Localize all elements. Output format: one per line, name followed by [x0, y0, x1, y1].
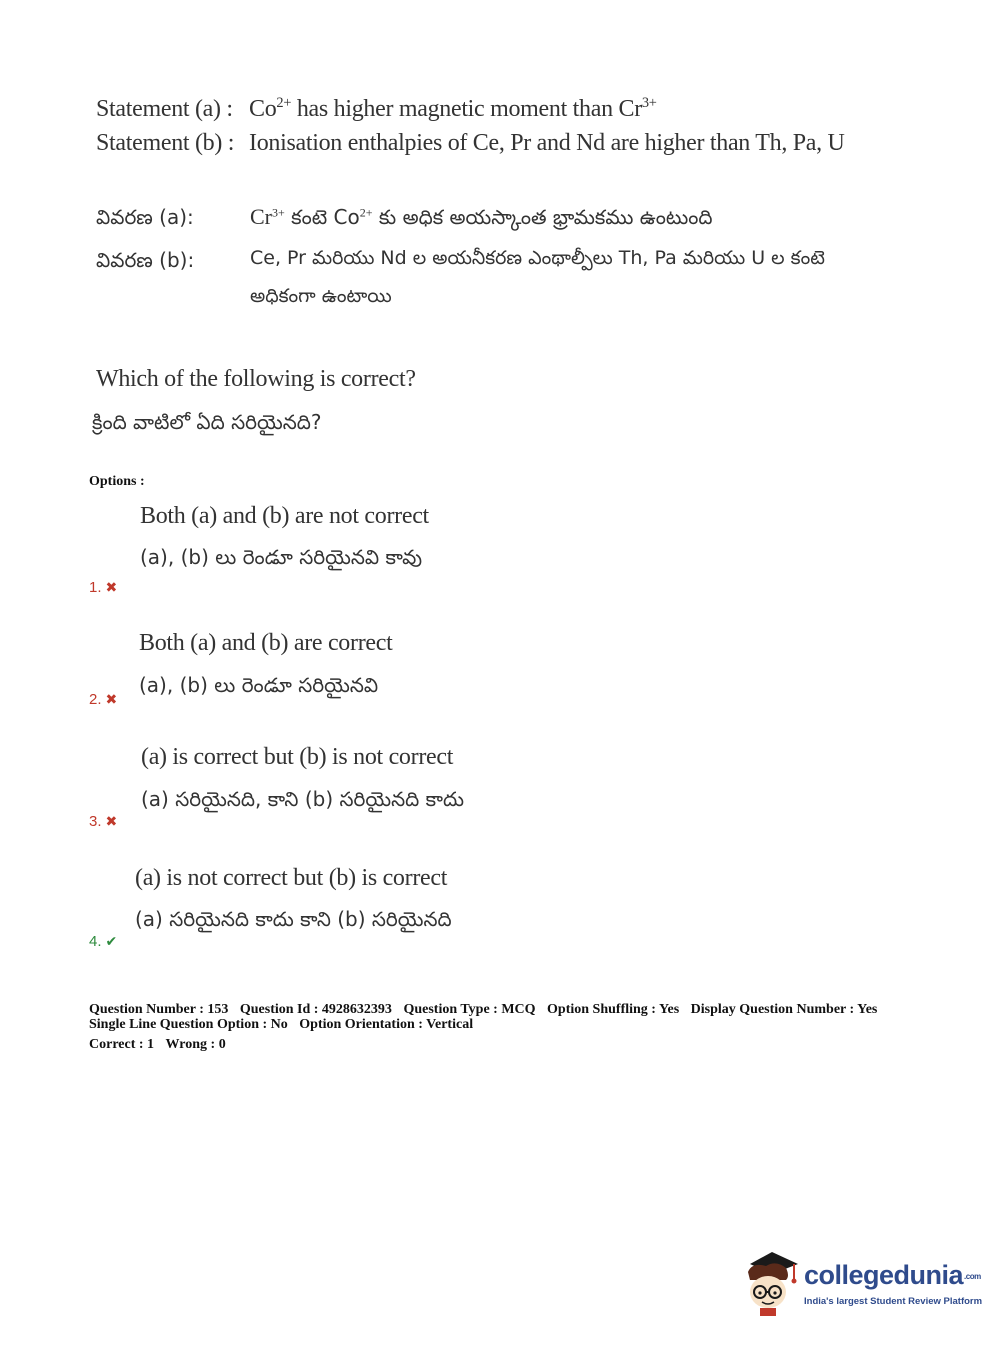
wrong-marks: Wrong : 0 — [165, 1037, 226, 1052]
check-icon: ✔ — [105, 934, 118, 950]
logo-tagline: India's largest Student Review Platform — [804, 1296, 983, 1307]
option-3-number: 3. ✖ — [89, 813, 118, 830]
question-meta-line1 — [89, 1002, 877, 1018]
option-2-number: 2. ✖ — [89, 691, 118, 708]
option-orientation: Option Orientation : Vertical — [299, 1017, 474, 1032]
option-4-number: 4. ✔ — [89, 933, 118, 950]
question-type: Question Type : MCQ — [403, 1002, 536, 1017]
single-line-option: Single Line Question Option : No — [89, 1017, 288, 1032]
option-shuffling: Option Shuffling : Yes — [547, 1002, 680, 1017]
mascot-icon — [742, 1250, 802, 1316]
option-4-te: (a) సరియైనది కాదు కాని (b) సరియైనది — [135, 907, 452, 931]
question-meta-line2 — [89, 1017, 473, 1033]
telugu-statement-b-label: వివరణ (b): — [96, 248, 195, 272]
wrong-icon: ✖ — [105, 814, 118, 830]
option-2-te: (a), (b) లు రెండూ సరియైనవి — [139, 673, 379, 697]
question-id: Question Id : 4928632393 — [239, 1002, 392, 1017]
telugu-statement-b-line1: Ce, Pr మరియు Nd ల అయనీకరణ ఎంథాల్పీలు Th, Pa మరియు U ల కంటె — [250, 247, 825, 269]
telugu-statement-a-label: వివరణ (a): — [96, 205, 194, 229]
correct-marks: Correct : 1 — [89, 1037, 155, 1052]
collegedunia-logo — [742, 1250, 983, 1320]
marks-info — [89, 1037, 226, 1053]
question-te: క్రింది వాటిలో ఏది సరియైనది? — [92, 410, 322, 434]
statement-b-text: Ionisation enthalpies of Ce, Pr and Nd are higher than Th, Pa, U — [249, 130, 845, 156]
option-2-en: Both (a) and (b) are correct — [139, 630, 393, 656]
logo-wordmark: collegedunia.com — [804, 1260, 981, 1290]
option-1-te: (a), (b) లు రెండూ సరియైనవి కావు — [140, 545, 423, 569]
telugu-statement-a-text: $Cr^{3+}$ కంటె $Co^{2+}$ కు అధిక అయస్కాంత భ్రామకము ఉంటుంది — [250, 204, 713, 229]
option-1-number: 1. ✖ — [89, 579, 118, 596]
question-number: Question Number : 153 — [89, 1002, 229, 1017]
display-question-number: Display Question Number : Yes — [690, 1002, 878, 1017]
telugu-statement-a — [96, 205, 194, 234]
option-3-te: (a) సరియైనది, కాని (b) సరియైనది కాదు — [141, 787, 465, 811]
option-4-en: (a) is not correct but (b) is correct — [135, 865, 448, 891]
options-label: Options : — [89, 474, 145, 489]
wrong-icon: ✖ — [105, 580, 118, 596]
statement-a — [96, 95, 657, 123]
wrong-icon: ✖ — [105, 692, 118, 708]
statement-b — [96, 130, 845, 157]
statement-a-text: $Co^{2+}$ has higher magnetic moment than $Cr^{3+}$ — [249, 95, 657, 122]
telugu-statement-b — [96, 248, 194, 277]
statement-b-label: Statement (b) : — [96, 130, 235, 156]
option-3-en: (a) is correct but (b) is not correct — [141, 744, 454, 770]
question-en: Which of the following is correct? — [96, 366, 416, 392]
option-1-en: Both (a) and (b) are not correct — [140, 503, 429, 529]
statement-a-label: Statement (a) : — [96, 96, 233, 122]
telugu-statement-b-line2: అధికంగా ఉంటాయి — [250, 285, 392, 307]
